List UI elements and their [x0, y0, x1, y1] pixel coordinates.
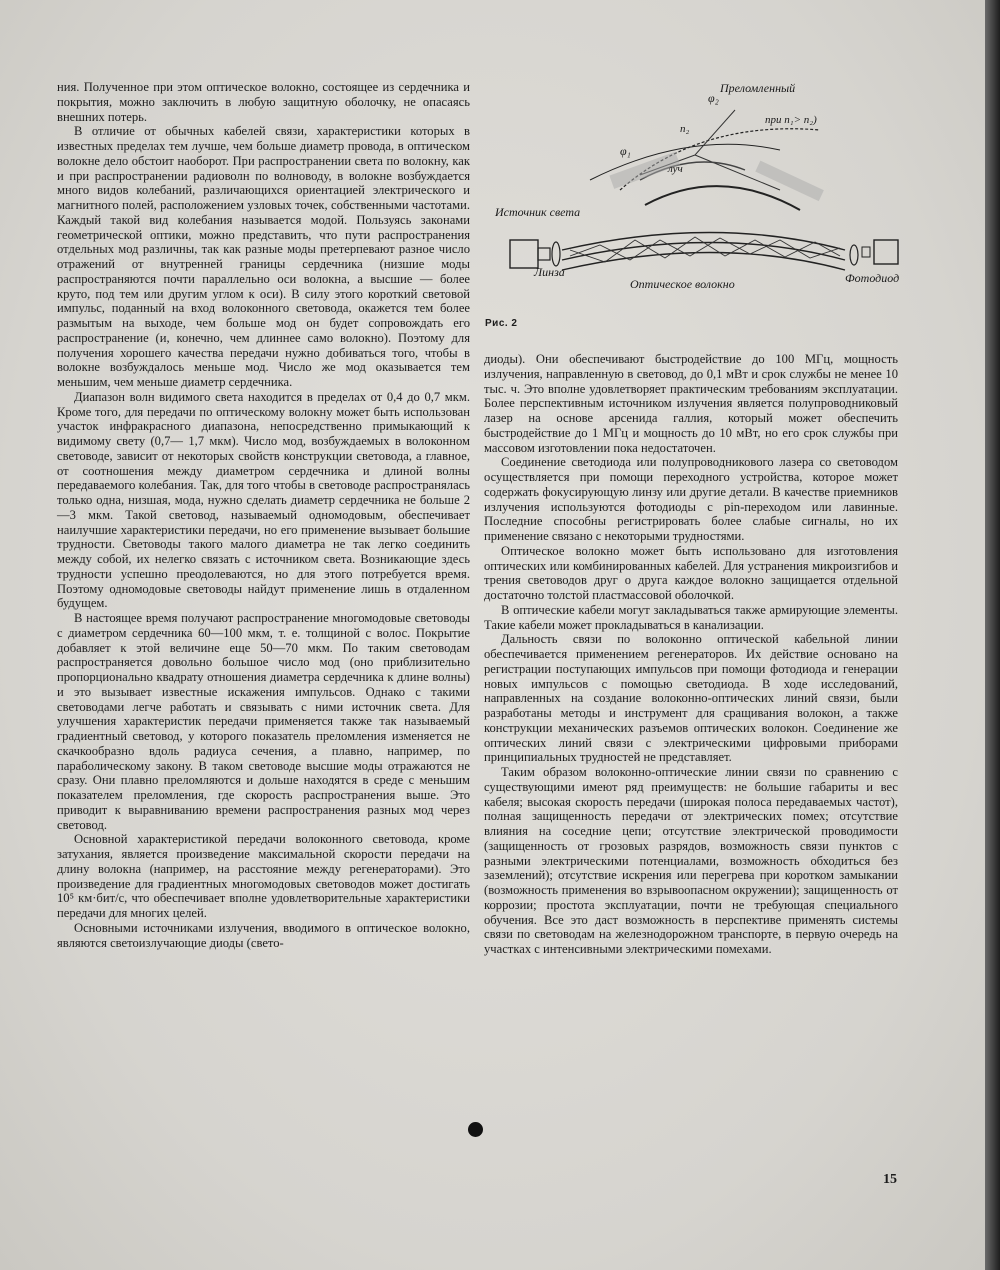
figure-caption: Рис. 2 [485, 318, 518, 329]
fiber-label: Оптическое волокно [630, 277, 735, 291]
paragraph: Соединение светодиода или полупроводникового лазера со световодом осуществляется при помощи переходного устройства, которое может содержать фокусирующую линзу или другие детали. В качестве приемников излучения используются фотодиоды с pin-переходом или лавинные. Последние способны регистрировать более слабые сигналы, но их применение связано с некоторыми трудностями. [484, 455, 898, 543]
phi1-label: φ₁ [620, 144, 631, 158]
refracted-label: Преломленный [720, 81, 796, 95]
paragraph: Оптическое волокно может быть использовано для изготовления оптических или комбинированных кабелей. Для устранения микроизгибов и трения световодов друг о друга каждое волокно защищается отдельной достаточно толстой пластмассовой оболочкой. [484, 543, 898, 602]
photodiode-label: Фотодиод [845, 271, 900, 285]
paragraph: В оптические кабели могут закладываться также армирующие элементы. Такие кабели может прокладываться в канализации. [484, 602, 898, 632]
paragraph: ния. Полученное при этом оптическое волокно, состоящее из сердечника и покрытия, можно заключить в любую защитную оболочку, не опасаясь внешних потерь. [57, 80, 470, 124]
right-text-column [484, 352, 898, 957]
n2-label: n₂ [680, 123, 690, 135]
paragraph: В настоящее время получают распространение многомодовые световоды с диаметром сердечника 60—100 мкм, т. е. толщиной с волос. Покрытие добавляет к этой величине еще 50—70 мкм. По таким световодам распространяется довольно большое число мод (оно приблизительно пропорционально квадрату отношения диаметра сердечника к длине волны) и это вызывает известные искажения импульсов. Однако с такими световодами легче работать и связывать с ними источник света. Для улучшения характеристик передачи применяется также так называемый градиентный световод, у которого показатель преломления изменяется не скачкообразно вдоль радиуса сечения, а плавно, например, по параболическому закону. В таком световоде высшие моды отражаются не сразу. Они плавно преломляются и дольше находятся в среде с меньшим показателем преломления, где скорость распространения выше. Это приводит к выравниванию времени распространения разных мод через световод. [57, 611, 470, 832]
paragraph: Диапазон волн видимого света находится в пределах от 0,4 до 0,7 мкм. Кроме того, для передачи по оптическому волокну может быть использован участок инфракрасного диапазона, непосредственно примыкающий к видимому свету (0,7— 1,7 мкм). Число мод, возбуждаемых в волоконном световоде, зависит от некоторых свойств конструкции световода, а главное, от соотношения между диаметром сердечника и длиной волны передаваемого колебания. Так, для того чтобы в световоде распространялась только одна, низшая, мода, нужно сделать диаметр сердечника не больше 2—3 мкм. Такой световод, называемый одномодовым, обеспечивает наилучшие характеристики передачи, но его применение вызывает большие трудности. Световоды такого малого диаметра не так легко соединить между собой, их нелегко связать с источником света. Возникающие здесь трудности успешно преодолеваются, но для этого потребуется время. Поэтому одномодовые световоды найдут применение лишь в отдаленном будущем. [57, 389, 470, 611]
paragraph: диоды). Они обеспечивают быстродействие до 100 МГц, мощность излучения, направленную в световод, до 0,1 мВт и срок службы не менее 10 тыс. ч. Это вполне удовлетворяет практическим требованиям эксплуатации. Более перспективным источником излучения является полупроводниковый лазер на основе арсенида галлия, который может обеспечить быстродействие до 1 МГц и мощность до 10 мВт, но его срок службы при массовом изготовлении пока недостаточен. [484, 352, 898, 455]
paragraph: В отличие от обычных кабелей связи, характеристики которых в известных пределах тем лучше, чем больше диаметр провода, в оптическом волокне дело обстоит наоборот. При распространении света по волокну, как и при распространении радиоволн по волноводу, в волокне возбуждается много видов колебаний, различающихся ориентацией электрического и магнитного полей, расположением узловых точек, собственными частотами. Каждый такой вид колебания называется модой. Пользуясь законами геометрической оптики, можно представить, что пути распространения отдельных мод различны, так как разные моды претерпевают разное число отражений от внутренней границы сердечника (низшие моды распространяются почти параллельно оси волокна, а высшие — более круто, под тем или другим углом к оси). В силу этого короткий световой импульс, поданный на вход волоконного световода, окажется тем более размытым на выходе, чем больше мод он будет сопровождать его распространение (и, конечно, чем длиннее само волокно). Поэтому для получения хорошего качества передачи нужно добиваться того, чтобы в волокне возбуждалось меньше мод. Число же мод оказывается тем меньшим, чем меньше диаметр сердечника. [57, 124, 470, 389]
page-number: 15 [883, 1172, 897, 1187]
paragraph: Основной характеристикой передачи волоконного световода, кроме затухания, является произведение максимальной скорости передачи на длину волокна (например, на расстояние между регенераторами). Это произведение для градиентных многомодовых световодов может достигать 10⁵ км·бит/с, что обеспечивает вполне удовлетворительные характеристики передачи для многих целей. [57, 832, 470, 920]
source-label: Источник света [495, 205, 581, 219]
paragraph: Основными источниками излучения, вводимого в оптическое волокно, являются светоизлучающие диоды (свето- [57, 920, 470, 950]
lens-label: Линза [534, 265, 565, 279]
paragraph: Дальность связи по волоконно оптической кабельной линии обеспечивается применением регенераторов. Их действие основано на регистрации поступающих импульсов при помощи фотодиода и генерации новых импульсов с помощью светодиода. В ходе исследований, направленных на создание волоконно-оптических линий связи, были разработаны методы и инструмент для сращивания волокон, а также конструкции механических разъемов оптических волокон. Соединение же оптических линий связи с электрическими цифровыми приборами принципиальных трудностей не представляет. [484, 632, 898, 765]
left-text-column [57, 80, 470, 950]
paragraph: Таким образом волоконно-оптические линии связи по сравнению с существующими имеют ряд преимуществ: не большие габариты и вес кабеля; высокая скорость передачи (широкая полоса передаваемых частот), полная защищенность передачи от электрических помех; отсутствие влияния на соседние цепи; отсутствие электрической проводимости (защищенность от грозовых разрядов, возможность связи пунктов с разными электрическими потенциалами, возможность обходиться без заземлений); отсутствие искрения или перегрева при коротком замыкании (возможность применения во взрывоопасном окружении); защищенность от коррозии; простота эксплуатации, почти не требующая специального обучения. Все это даст возможность в перспективе применять системы связи по световодам на железнодорожном транспорте, в первую очередь на участках с интенсивными электрическими помехами. [484, 765, 898, 956]
page-edge-shadow [985, 0, 1000, 1270]
ray-label: луч [668, 163, 683, 175]
fiber-diagram [490, 80, 910, 350]
condition-label: при n₁> n₂) [765, 114, 817, 126]
phi2-label: φ₂ [708, 91, 719, 105]
ink-dot [468, 1122, 483, 1137]
